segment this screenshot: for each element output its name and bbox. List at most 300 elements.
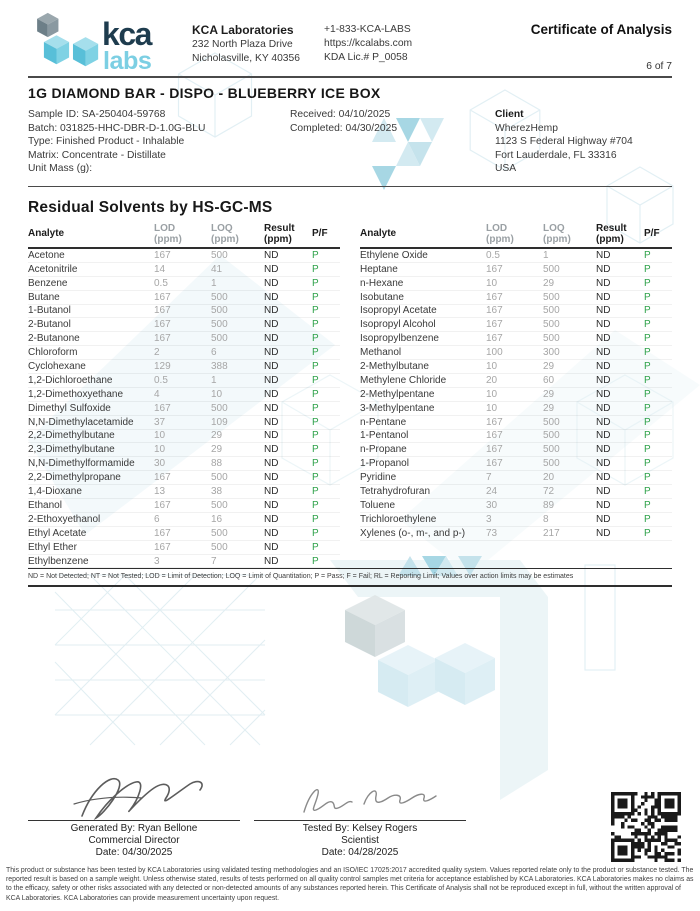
table-row xyxy=(28,402,340,416)
table-row xyxy=(28,555,340,569)
pass-fail-value: P xyxy=(312,333,319,345)
loq-value: 500 xyxy=(543,416,560,428)
lod-value: 167 xyxy=(154,402,171,414)
pass-fail-value: P xyxy=(644,305,651,317)
pass-fail-value: P xyxy=(644,472,651,484)
received-date: Received: 04/10/2025 xyxy=(290,109,391,120)
pass-fail-value: P xyxy=(644,388,651,400)
generated-by: Generated By: Ryan Bellone xyxy=(70,823,198,834)
result-value: ND xyxy=(596,388,611,400)
lod-value: 167 xyxy=(154,333,171,345)
batch: Batch: 031825-HHC-DBR-D-1.0G-BLU xyxy=(28,122,206,134)
loq-value: 8 xyxy=(543,513,549,525)
table-row xyxy=(360,388,672,402)
analyte-name: Dimethyl Sulfoxide xyxy=(28,402,111,414)
analyte-name: Ethylbenzene xyxy=(28,555,89,567)
column-header-pf: P/F xyxy=(312,227,328,239)
loq-value: 500 xyxy=(211,402,228,414)
unit-mass: Unit Mass (g): xyxy=(28,163,93,175)
legal-disclaimer: This product or substance has been tested by KCA Laboratories using validated testing methodologies and an ISO/IEC 17025:2017 accredited quality system. Values reported relate only to the product or substance tested. The reported result is based on a sample weight. Unless otherwise stated, results of tests performed on all quality control samples met criteria for acceptance established by KCA Laboratories. KCA Laboratories makes no claims as to the efficacy, safety or other risks associated with any detected or non-detected amounts of any substances reported herein. This Certificate of Analysis shall not be reproduced except in full, without the written approval of KCA Laboratories. KCA Laboratories can provide measurement uncertainty upon request. xyxy=(6,867,694,902)
analyte-name: Pyridine xyxy=(360,472,397,484)
loq-value: 500 xyxy=(211,541,228,553)
pass-fail-value: P xyxy=(312,430,319,442)
result-value: ND xyxy=(596,305,611,317)
client-block xyxy=(495,108,672,176)
loq-value: 29 xyxy=(211,430,223,442)
result-value: ND xyxy=(264,361,279,373)
result-value: ND xyxy=(264,305,279,317)
result-value: ND xyxy=(264,263,279,275)
lod-value: 2 xyxy=(154,347,160,359)
lod-value: 167 xyxy=(486,416,503,428)
tested-date: Date: 04/28/2025 xyxy=(321,847,399,858)
loq-value: 500 xyxy=(211,319,228,331)
pass-fail-value: P xyxy=(312,444,319,456)
loq-value: 300 xyxy=(543,347,560,359)
analyte-name: n-Pentane xyxy=(360,416,407,428)
analyte-name: 1,2-Dimethoxyethane xyxy=(28,388,124,400)
pass-fail-value: P xyxy=(312,541,319,553)
loq-value: 500 xyxy=(543,333,560,345)
table-row xyxy=(28,388,340,402)
sample-dates xyxy=(290,108,495,176)
pass-fail-value: P xyxy=(644,319,651,331)
pass-fail-value: P xyxy=(312,513,319,525)
signature-line xyxy=(28,820,240,821)
analyte-name: Acetone xyxy=(28,249,65,261)
table-row xyxy=(360,527,672,541)
lod-value: 3 xyxy=(154,555,160,567)
lod-value: 0.5 xyxy=(154,277,168,289)
lod-value: 167 xyxy=(154,249,171,261)
lod-value: 167 xyxy=(154,541,171,553)
pass-fail-value: P xyxy=(644,486,651,498)
header xyxy=(0,0,700,72)
loq-value: 41 xyxy=(211,263,223,275)
pass-fail-value: P xyxy=(312,416,319,428)
analyte-name: 1,4-Dioxane xyxy=(28,486,82,498)
loq-value: 29 xyxy=(543,388,555,400)
loq-value: 89 xyxy=(543,499,555,511)
lod-value: 13 xyxy=(154,486,166,498)
pass-fail-value: P xyxy=(312,277,319,289)
result-value: ND xyxy=(264,472,279,484)
result-value: ND xyxy=(264,416,279,428)
pass-fail-value: P xyxy=(312,472,319,484)
pass-fail-value: P xyxy=(644,499,651,511)
result-value: ND xyxy=(596,472,611,484)
tested-by: Tested By: Kelsey Rogers xyxy=(302,823,418,834)
lod-value: 167 xyxy=(154,527,171,539)
lab-contact-block xyxy=(324,10,412,65)
result-value: ND xyxy=(264,430,279,442)
loq-value: 500 xyxy=(543,458,560,470)
logo-cubes xyxy=(37,13,98,66)
table-row xyxy=(28,527,340,541)
table-row xyxy=(28,430,340,444)
table-row xyxy=(360,360,672,374)
loq-value: 16 xyxy=(211,513,223,525)
table-row xyxy=(28,541,340,555)
analyte-name: 3-Methylpentane xyxy=(360,402,435,414)
table-header xyxy=(28,223,340,249)
analyte-name: 1-Pentanol xyxy=(360,430,409,442)
result-value: ND xyxy=(264,291,279,303)
table-row xyxy=(28,291,340,305)
pass-fail-value: P xyxy=(644,416,651,428)
pass-fail-value: P xyxy=(312,527,319,539)
loq-value: 10 xyxy=(211,388,223,400)
pass-fail-value: P xyxy=(312,374,319,386)
pass-fail-value: P xyxy=(644,513,651,525)
analyte-name: 2,2-Dimethylpropane xyxy=(28,472,121,484)
lod-value: 167 xyxy=(154,291,171,303)
lod-value: 3 xyxy=(486,513,492,525)
sample-details xyxy=(28,108,290,176)
column-header-analyte: Analyte xyxy=(360,227,397,239)
section-heading: Residual Solvents by HS-GC-MS xyxy=(28,198,273,216)
lod-value: 167 xyxy=(486,333,503,345)
result-value: ND xyxy=(264,486,279,498)
loq-value: 500 xyxy=(543,319,560,331)
loq-value: 1 xyxy=(211,277,217,289)
document-title: Certificate of Analysis xyxy=(530,22,672,37)
lod-value: 6 xyxy=(154,513,160,525)
lod-value: 167 xyxy=(486,319,503,331)
loq-value: 88 xyxy=(211,458,223,470)
lod-value: 10 xyxy=(486,277,498,289)
lod-value: 10 xyxy=(486,388,498,400)
lod-value: 10 xyxy=(486,361,498,373)
lod-value: 14 xyxy=(154,263,166,275)
pass-fail-value: P xyxy=(644,361,651,373)
sample-info-section xyxy=(28,108,672,187)
loq-value: 29 xyxy=(211,444,223,456)
lab-website: https://kcalabs.com xyxy=(324,38,413,49)
table-row xyxy=(28,416,340,430)
tested-by-signature xyxy=(260,770,460,820)
table-row xyxy=(360,318,672,332)
analyte-name: Xylenes (o-, m-, and p-) xyxy=(360,527,466,539)
lod-value: 167 xyxy=(486,291,503,303)
signature-area xyxy=(28,770,466,859)
analyte-name: Methanol xyxy=(360,347,402,359)
table-row xyxy=(360,430,672,444)
lod-value: 73 xyxy=(486,527,498,539)
client-label: Client xyxy=(495,109,524,120)
analyte-name: Isopropyl Acetate xyxy=(360,305,437,317)
table-row xyxy=(360,457,672,471)
analyte-name: 2-Butanone xyxy=(28,333,80,345)
table-row xyxy=(360,332,672,346)
result-value: ND xyxy=(264,374,279,386)
matrix: Matrix: Concentrate - Distillate xyxy=(28,149,166,161)
generated-by-role: Commercial Director xyxy=(88,835,180,846)
loq-value: 500 xyxy=(211,291,228,303)
analyte-name: Trichloroethylene xyxy=(360,513,437,525)
lod-value: 167 xyxy=(486,263,503,275)
loq-value: 500 xyxy=(211,305,228,317)
result-value: ND xyxy=(596,458,611,470)
analyte-name: n-Hexane xyxy=(360,277,404,289)
analyte-name: N,N-Dimethylacetamide xyxy=(28,416,134,428)
loq-value: 500 xyxy=(543,263,560,275)
loq-value: 20 xyxy=(543,472,555,484)
analyte-name: Isopropylbenzene xyxy=(360,333,439,345)
result-value: ND xyxy=(596,319,611,331)
table-body-right xyxy=(360,249,672,541)
column-header-pf: P/F xyxy=(644,227,660,239)
analyte-name: n-Propane xyxy=(360,444,407,456)
pass-fail-value: P xyxy=(312,486,319,498)
lod-value: 167 xyxy=(486,305,503,317)
table-row xyxy=(28,513,340,527)
loq-value: 7 xyxy=(211,555,217,567)
loq-value: 29 xyxy=(543,277,555,289)
table-row xyxy=(360,346,672,360)
lod-value: 167 xyxy=(154,319,171,331)
lod-value: 20 xyxy=(486,374,498,386)
result-value: ND xyxy=(264,249,279,261)
pass-fail-value: P xyxy=(312,402,319,414)
table-row xyxy=(28,277,340,291)
table-right xyxy=(360,223,672,541)
table-row xyxy=(360,291,672,305)
result-value: ND xyxy=(596,263,611,275)
analyte-name: Isobutane xyxy=(360,291,404,303)
pass-fail-value: P xyxy=(644,527,651,539)
table-row xyxy=(360,305,672,319)
pass-fail-value: P xyxy=(312,249,319,261)
table-header xyxy=(360,223,672,249)
lod-value: 10 xyxy=(154,444,166,456)
lod-value: 129 xyxy=(154,361,171,373)
pass-fail-value: P xyxy=(312,347,319,359)
pass-fail-value: P xyxy=(644,458,651,470)
pass-fail-value: P xyxy=(312,305,319,317)
loq-value: 29 xyxy=(543,361,555,373)
column-header-result: Result (ppm) xyxy=(264,222,295,245)
result-value: ND xyxy=(596,444,611,456)
pass-fail-value: P xyxy=(312,263,319,275)
sample-type: Type: Finished Product - Inhalable xyxy=(28,136,185,148)
logo-text-kca: kca xyxy=(102,15,151,52)
lab-name: KCA Laboratories xyxy=(192,23,294,37)
kca-labs-logo xyxy=(28,10,178,72)
result-value: ND xyxy=(264,444,279,456)
table-row xyxy=(28,374,340,388)
loq-value: 500 xyxy=(211,527,228,539)
lod-value: 10 xyxy=(154,430,166,442)
result-value: ND xyxy=(596,416,611,428)
pass-fail-value: P xyxy=(644,263,651,275)
residual-solvents-table xyxy=(28,223,672,569)
client-country: USA xyxy=(495,163,517,175)
analyte-name: Methylene Chloride xyxy=(360,374,447,386)
tested-by-signature-block xyxy=(254,770,466,859)
lod-value: 0.5 xyxy=(154,374,168,386)
table-row xyxy=(360,263,672,277)
analyte-name: Chloroform xyxy=(28,347,78,359)
lod-value: 37 xyxy=(154,416,166,428)
result-value: ND xyxy=(596,527,611,539)
loq-value: 1 xyxy=(211,374,217,386)
column-header-analyte: Analyte xyxy=(28,227,65,239)
lab-phone: +1-833-KCA-LABS xyxy=(324,24,411,35)
loq-value: 500 xyxy=(211,249,228,261)
page-indicator: 6 of 7 xyxy=(646,61,672,72)
loq-value: 60 xyxy=(543,374,555,386)
table-row xyxy=(28,305,340,319)
generated-by-signature-block xyxy=(28,770,240,859)
lod-value: 167 xyxy=(154,472,171,484)
column-header-lod: LOD (ppm) xyxy=(486,222,514,245)
product-title: 1G DIAMOND BAR - DISPO - BLUEBERRY ICE BOX xyxy=(28,85,381,101)
pass-fail-value: P xyxy=(312,555,319,567)
lod-value: 167 xyxy=(154,499,171,511)
pass-fail-value: P xyxy=(312,388,319,400)
analyte-name: Butane xyxy=(28,291,60,303)
pass-fail-value: P xyxy=(644,277,651,289)
result-value: ND xyxy=(264,513,279,525)
loq-value: 1 xyxy=(543,249,549,261)
logo-text-labs: labs xyxy=(103,47,152,72)
table-body-left xyxy=(28,249,340,568)
result-value: ND xyxy=(264,319,279,331)
loq-value: 500 xyxy=(543,291,560,303)
loq-value: 500 xyxy=(543,444,560,456)
analyte-name: N,N-Dimethylformamide xyxy=(28,458,135,470)
lod-value: 167 xyxy=(486,458,503,470)
result-value: ND xyxy=(264,347,279,359)
column-header-loq: LOQ (ppm) xyxy=(543,222,571,245)
analyte-name: Ethyl Ether xyxy=(28,541,77,553)
lod-value: 167 xyxy=(486,444,503,456)
analyte-name: Tetrahydrofuran xyxy=(360,486,431,498)
table-row xyxy=(360,443,672,457)
analyte-name: 2,2-Dimethylbutane xyxy=(28,430,115,442)
column-header-lod: LOD (ppm) xyxy=(154,222,182,245)
client-name: WherezHemp xyxy=(495,122,558,134)
result-value: ND xyxy=(264,555,279,567)
table-row xyxy=(360,249,672,263)
signature-line xyxy=(254,820,466,821)
result-value: ND xyxy=(264,499,279,511)
analyte-name: Toluene xyxy=(360,499,396,511)
pass-fail-value: P xyxy=(644,374,651,386)
table-row xyxy=(28,499,340,513)
loq-value: 500 xyxy=(543,305,560,317)
lab-address-line1: 232 North Plaza Drive xyxy=(192,39,293,50)
analyte-name: Ethyl Acetate xyxy=(28,527,87,539)
loq-value: 217 xyxy=(543,527,560,539)
result-value: ND xyxy=(596,249,611,261)
analyte-name: 1-Butanol xyxy=(28,305,71,317)
lod-value: 7 xyxy=(486,472,492,484)
pass-fail-value: P xyxy=(312,499,319,511)
lab-license: KDA Lic.# P_0058 xyxy=(324,52,408,63)
table-row xyxy=(28,332,340,346)
table-row xyxy=(360,402,672,416)
pass-fail-value: P xyxy=(312,319,319,331)
result-value: ND xyxy=(596,347,611,359)
loq-value: 500 xyxy=(211,333,228,345)
analyte-name: 2,3-Dimethylbutane xyxy=(28,444,115,456)
table-left xyxy=(28,223,340,568)
loq-value: 500 xyxy=(211,472,228,484)
result-value: ND xyxy=(264,277,279,289)
lod-value: 24 xyxy=(486,486,498,498)
result-value: ND xyxy=(596,513,611,525)
pass-fail-value: P xyxy=(644,291,651,303)
loq-value: 500 xyxy=(211,499,228,511)
table-row xyxy=(360,277,672,291)
table-row xyxy=(360,471,672,485)
pass-fail-value: P xyxy=(644,444,651,456)
pass-fail-value: P xyxy=(644,347,651,359)
table-row xyxy=(28,263,340,277)
loq-value: 109 xyxy=(211,416,228,428)
result-value: ND xyxy=(596,361,611,373)
client-address2: Fort Lauderdale, FL 33316 xyxy=(495,149,617,161)
analyte-name: Benzene xyxy=(28,277,68,289)
lab-address-line2: Nicholasville, KY 40356 xyxy=(192,53,300,64)
header-divider xyxy=(28,76,672,78)
result-value: ND xyxy=(596,333,611,345)
table-footnote: ND = Not Detected; NT = Not Tested; LOD = Limit of Detection; LOQ = Limit of Quantitation; P = Pass; F = Fail; RL = Reporting Limit; Values over action limits may be estimates xyxy=(28,569,672,587)
table-row xyxy=(360,499,672,513)
pass-fail-value: P xyxy=(644,333,651,345)
result-value: ND xyxy=(264,527,279,539)
table-row xyxy=(28,360,340,374)
analyte-name: 1,2-Dichloroethane xyxy=(28,374,113,386)
pass-fail-value: P xyxy=(312,361,319,373)
analyte-name: 2-Methylpentane xyxy=(360,388,435,400)
lod-value: 0.5 xyxy=(486,249,500,261)
table-row xyxy=(28,318,340,332)
lab-address-block xyxy=(192,10,300,66)
column-header-loq: LOQ (ppm) xyxy=(211,222,239,245)
table-row xyxy=(360,374,672,388)
result-value: ND xyxy=(264,458,279,470)
header-right-block xyxy=(531,10,672,72)
result-value: ND xyxy=(264,402,279,414)
result-value: ND xyxy=(596,291,611,303)
table-row xyxy=(28,471,340,485)
loq-value: 6 xyxy=(211,347,217,359)
pass-fail-value: P xyxy=(312,458,319,470)
generated-by-signature xyxy=(34,770,234,820)
lod-value: 30 xyxy=(154,458,166,470)
loq-value: 38 xyxy=(211,486,223,498)
loq-value: 72 xyxy=(543,486,555,498)
pass-fail-value: P xyxy=(312,291,319,303)
analyte-name: 2-Methylbutane xyxy=(360,361,429,373)
loq-value: 29 xyxy=(543,402,555,414)
analyte-name: 2-Ethoxyethanol xyxy=(28,513,101,525)
client-address1: 1123 S Federal Highway #704 xyxy=(495,136,633,148)
tested-by-role: Scientist xyxy=(341,835,379,846)
completed-date: Completed: 04/30/2025 xyxy=(290,122,398,134)
lod-value: 167 xyxy=(154,305,171,317)
result-value: ND xyxy=(596,277,611,289)
analyte-name: Heptane xyxy=(360,263,398,275)
pass-fail-value: P xyxy=(644,249,651,261)
lod-value: 100 xyxy=(486,347,503,359)
lod-value: 4 xyxy=(154,388,160,400)
result-value: ND xyxy=(596,430,611,442)
table-row xyxy=(360,513,672,527)
